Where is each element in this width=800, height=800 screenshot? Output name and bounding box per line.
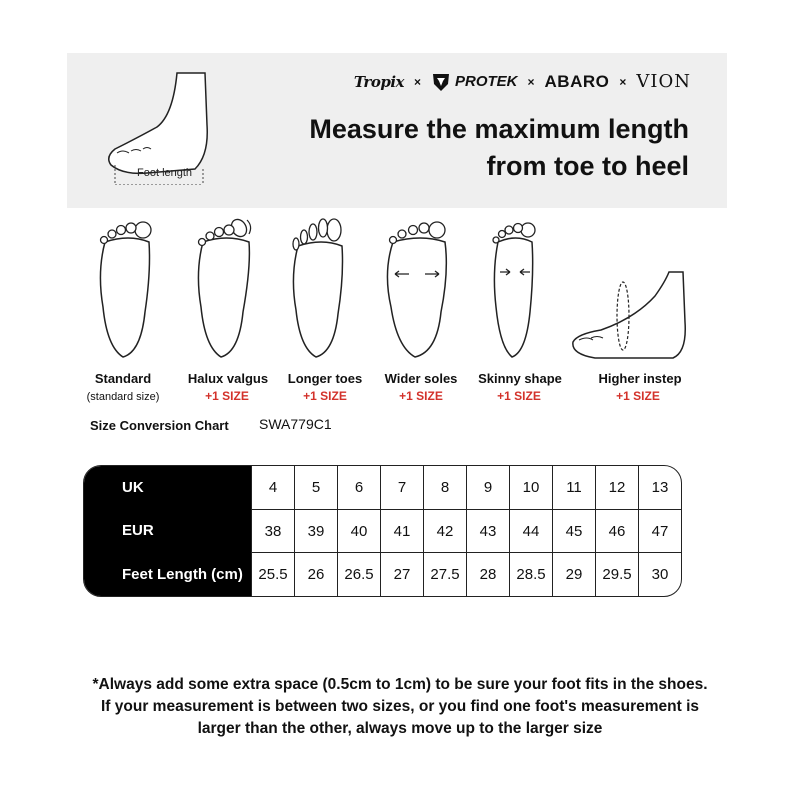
table-cell: 29.5 xyxy=(595,553,638,596)
row-header-uk: UK xyxy=(122,479,144,497)
size-conversion-table xyxy=(83,465,682,597)
table-cell: 27.5 xyxy=(423,553,466,596)
foot-wider-soles-icon xyxy=(371,212,461,362)
table-cell: 5 xyxy=(294,466,337,509)
table-cell: 46 xyxy=(595,510,638,553)
foot-skinny-shape-icon xyxy=(468,212,558,362)
table-cell: 26.5 xyxy=(337,553,380,596)
foot-type-label: Higher instep xyxy=(598,371,682,386)
foot-halux-valgus-icon xyxy=(177,212,267,362)
foot-standard-icon xyxy=(79,212,169,362)
brand-separator: × xyxy=(527,74,535,89)
foot-type-adjust: +1 SIZE xyxy=(205,389,249,403)
table-cell: 11 xyxy=(552,466,595,509)
table-row-headers xyxy=(84,466,251,596)
table-cell: 12 xyxy=(595,466,638,509)
table-cell: 26 xyxy=(294,553,337,596)
foot-type-label: Longer toes xyxy=(287,371,363,386)
headline-line-1: Measure the maximum length xyxy=(309,114,689,144)
size-chart-title: Size Conversion Chart xyxy=(90,418,229,433)
row-header-feet-length: Feet Length (cm) xyxy=(122,565,243,583)
size-chart-code: SWA779C1 xyxy=(259,416,332,432)
foot-type-label: Skinny shape xyxy=(478,371,562,386)
table-cell: 40 xyxy=(337,510,380,553)
brand-protek-logo xyxy=(431,72,518,92)
table-cell: 43 xyxy=(466,510,509,553)
table-cell: 45 xyxy=(552,510,595,553)
brand-tropix-logo: Tropix xyxy=(353,72,404,91)
foot-type-adjust: +1 SIZE xyxy=(497,389,541,403)
brand-vion-logo: VION xyxy=(636,71,691,92)
header-banner xyxy=(67,53,727,208)
table-cell: 7 xyxy=(380,466,423,509)
table-cell: 9 xyxy=(466,466,509,509)
table-cell: 38 xyxy=(251,510,294,553)
foot-type-label: Standard xyxy=(94,371,152,386)
foot-type-note: (standard size) xyxy=(86,391,160,403)
table-cell: 28 xyxy=(466,553,509,596)
brand-separator: × xyxy=(619,74,627,89)
table-cell: 4 xyxy=(251,466,294,509)
table-cell: 10 xyxy=(509,466,552,509)
table-cell: 44 xyxy=(509,510,552,553)
table-cell: 6 xyxy=(337,466,380,509)
foot-length-caption: Foot length xyxy=(137,167,193,179)
table-cell: 28.5 xyxy=(509,553,552,596)
footnote-line: If your measurement is between two sizes, or you find one foot's measurement is xyxy=(101,698,699,715)
table-cell: 29 xyxy=(552,553,595,596)
footnote-line: *Always add some extra space (0.5cm to 1cm) to be sure your foot fits in the shoes. xyxy=(92,676,708,693)
table-cell: 30 xyxy=(638,553,681,596)
table-cell: 8 xyxy=(423,466,466,509)
foot-type-adjust: +1 SIZE xyxy=(303,389,347,403)
foot-type-adjust: +1 SIZE xyxy=(399,389,443,403)
table-cell: 42 xyxy=(423,510,466,553)
table-row-uk xyxy=(251,466,681,509)
table-cell: 39 xyxy=(294,510,337,553)
foot-type-label: Wider soles xyxy=(384,371,458,386)
brand-separator: × xyxy=(413,74,421,89)
sizing-footnote xyxy=(0,674,800,740)
brand-abaro-logo: ABARO xyxy=(544,71,610,91)
headline-line-2: from toe to heel xyxy=(486,151,689,181)
foot-type-adjust: +1 SIZE xyxy=(616,389,660,403)
table-body xyxy=(251,466,681,596)
headline xyxy=(309,111,689,185)
foot-longer-toes-icon xyxy=(272,212,362,362)
table-cell: 13 xyxy=(638,466,681,509)
table-cell: 27 xyxy=(380,553,423,596)
foot-type-label: Halux valgus xyxy=(187,371,269,386)
protek-shield-icon xyxy=(431,72,451,92)
table-cell: 25.5 xyxy=(251,553,294,596)
brand-row xyxy=(354,71,691,92)
table-cell: 41 xyxy=(380,510,423,553)
footnote-line: larger than the other, always move up to the larger size xyxy=(197,720,603,737)
table-row-eur xyxy=(251,509,681,553)
foot-higher-instep-icon xyxy=(565,212,705,362)
brand-protek-text: PROTEK xyxy=(454,73,518,90)
table-cell: 47 xyxy=(638,510,681,553)
row-header-eur: EUR xyxy=(122,522,154,540)
table-row-feet-length xyxy=(251,552,681,596)
